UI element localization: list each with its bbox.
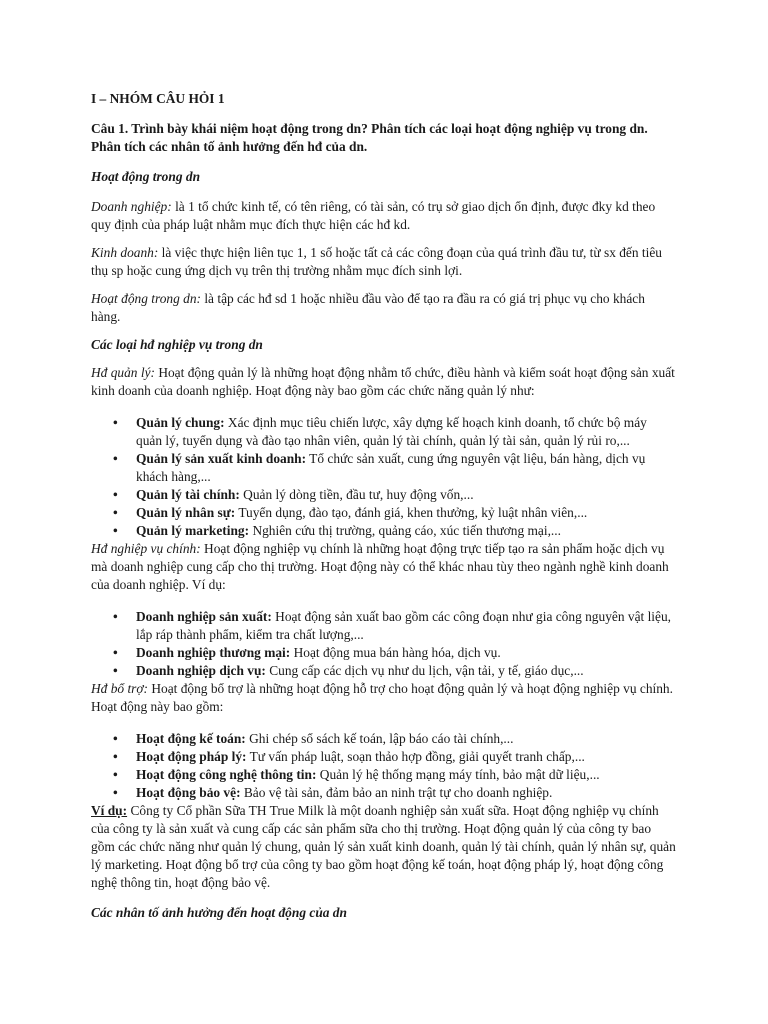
core-operations-paragraph xyxy=(91,540,676,594)
definition-text: là việc thực hiện liên tục 1, 1 số hoặc tất cả các công đoạn của quá trình đầu tư, từ sx đến tiêu thụ sp hoặc cung ứng dịch vụ trên thị trường nhằm mục đích sinh lợi. xyxy=(91,245,662,278)
item-text: Xác định mục tiêu chiến lược, xây dựng kế hoạch kinh doanh, tổ chức bộ máy quản lý, tuyển dụng và đào tạo nhân viên, quản lý tài chính, quản lý tài sản, quản lý rủi ro,... xyxy=(136,415,647,448)
item-text: Nghiên cứu thị trường, quảng cáo, xúc tiến thương mại,... xyxy=(249,523,561,538)
paragraph-text: Hoạt động bổ trợ là những hoạt động hỗ trợ cho hoạt động quản lý và hoạt động nghiệp vụ chính. Hoạt động này bao gồm: xyxy=(91,681,673,714)
list-item xyxy=(91,486,676,504)
support-list xyxy=(91,730,676,802)
list-item xyxy=(91,504,676,522)
list-item xyxy=(91,414,676,450)
item-term: Quản lý sản xuất kinh doanh: xyxy=(136,451,307,466)
document-page xyxy=(91,90,676,922)
list-item xyxy=(91,522,676,540)
example-text: Công ty Cổ phần Sữa TH True Milk là một doanh nghiệp sản xuất sữa. Hoạt động nghiệp vụ chính của công ty là sản xuất và cung cấp các sản phẩm sữa cho thị trường. Hoạt động quản lý của công ty bao gồm các chức năng như quản lý chung, quản lý sản xuất kinh doanh, quản lý tài chính, quản lý nhân sự, quản lý marketing. Hoạt động bổ trợ của công ty bao gồm hoạt động kế toán, hoạt động pháp lý, hoạt động công nghệ thông tin, hoạt động bảo vệ. xyxy=(91,803,676,890)
item-term: Doanh nghiệp thương mại: xyxy=(136,645,291,660)
item-term: Doanh nghiệp sản xuất: xyxy=(136,609,272,624)
item-term: Quản lý marketing: xyxy=(136,523,250,538)
item-text: Tư vấn pháp luật, soạn thảo hợp đồng, giải quyết tranh chấp,... xyxy=(246,749,585,764)
management-paragraph xyxy=(91,364,676,400)
paragraph-text: Hoạt động quản lý là những hoạt động nhằm tổ chức, điều hành và kiểm soát hoạt động sản xuất kinh doanh của doanh nghiệp. Hoạt động này bao gồm các chức năng quản lý như: xyxy=(91,365,675,398)
definition-business xyxy=(91,244,676,280)
subsection-title-factors: Các nhân tố ảnh hưởng đến hoạt động của dn xyxy=(91,905,347,920)
list-item xyxy=(91,644,676,662)
paragraph-text: Hoạt động nghiệp vụ chính là những hoạt động trực tiếp tạo ra sản phẩm hoặc dịch vụ mà doanh nghiệp cung cấp cho thị trường. Hoạt động này có thể khác nhau tùy theo ngành nghề kinh doanh của doanh nghiệp. Ví dụ: xyxy=(91,541,669,592)
item-text: Hoạt động mua bán hàng hóa, dịch vụ. xyxy=(290,645,501,660)
example-term: Ví dụ: xyxy=(91,803,128,818)
item-term: Quản lý nhân sự: xyxy=(136,505,236,520)
item-term: Quản lý tài chính: xyxy=(136,487,240,502)
item-text: Quản lý dòng tiền, đầu tư, huy động vốn,... xyxy=(239,487,474,502)
definition-term: Doanh nghiệp: xyxy=(91,199,172,214)
management-list xyxy=(91,414,676,540)
item-term: Hoạt động công nghệ thông tin: xyxy=(136,767,317,782)
example-paragraph xyxy=(91,802,676,892)
definition-text: là 1 tổ chức kinh tế, có tên riêng, có tài sản, có trụ sở giao dịch ổn định, được đky kd theo quy định của pháp luật nhằm mục đích thực hiện các hđ kd. xyxy=(91,199,656,232)
list-item xyxy=(91,766,676,784)
item-text: Ghi chép sổ sách kế toán, lập báo cáo tài chính,... xyxy=(245,731,514,746)
subsection-title-activities: Hoạt động trong dn xyxy=(91,169,201,184)
item-text: Bảo vệ tài sản, đảm bảo an ninh trật tự cho doanh nghiệp. xyxy=(240,785,553,800)
item-text: Quản lý hệ thống mạng máy tính, bảo mật dữ liệu,... xyxy=(316,767,600,782)
item-text: Tổ chức sản xuất, cung ứng nguyên vật liệu, bán hàng, dịch vụ khách hàng,... xyxy=(136,451,646,484)
item-term: Hoạt động pháp lý: xyxy=(136,749,247,764)
definition-text: là tập các hđ sd 1 hoặc nhiều đầu vào để tạo ra đầu ra có giá trị phục vụ cho khách hàng. xyxy=(91,291,645,324)
list-item xyxy=(91,748,676,766)
item-text: Cung cấp các dịch vụ như du lịch, vận tải, y tế, giáo dục,... xyxy=(265,663,584,678)
section-heading: I – NHÓM CÂU HỎI 1 xyxy=(91,91,225,106)
item-term: Quản lý chung: xyxy=(136,415,225,430)
list-item xyxy=(91,784,676,802)
paragraph-term: Hđ bổ trợ: xyxy=(91,681,148,696)
item-term: Hoạt động bảo vệ: xyxy=(136,785,241,800)
item-term: Hoạt động kế toán: xyxy=(136,731,246,746)
list-item xyxy=(91,608,676,644)
question-text: Câu 1. Trình bày khái niệm hoạt động trong dn? Phân tích các loại hoạt động nghiệp vụ trong dn. Phân tích các nhân tố ảnh hưởng đến hđ của dn. xyxy=(91,121,648,154)
paragraph-term: Hđ quản lý: xyxy=(91,365,155,380)
item-text: Hoạt động sản xuất bao gồm các công đoạn như gia công nguyên vật liệu, lắp ráp thành phẩm, kiểm tra chất lượng,... xyxy=(136,609,672,642)
item-text: Tuyển dụng, đào tạo, đánh giá, khen thưởng, kỷ luật nhân viên,... xyxy=(235,505,588,520)
definition-term: Hoạt động trong dn: xyxy=(91,291,201,306)
paragraph-term: Hđ nghiệp vụ chính: xyxy=(91,541,201,556)
list-item xyxy=(91,450,676,486)
support-paragraph xyxy=(91,680,676,716)
definition-enterprise xyxy=(91,198,676,234)
list-item xyxy=(91,662,676,680)
definition-activity xyxy=(91,290,676,326)
subsection-title-types: Các loại hđ nghiệp vụ trong dn xyxy=(91,337,263,352)
definition-term: Kinh doanh: xyxy=(91,245,159,260)
item-term: Doanh nghiệp dịch vụ: xyxy=(136,663,266,678)
core-operations-list xyxy=(91,608,676,680)
list-item xyxy=(91,730,676,748)
